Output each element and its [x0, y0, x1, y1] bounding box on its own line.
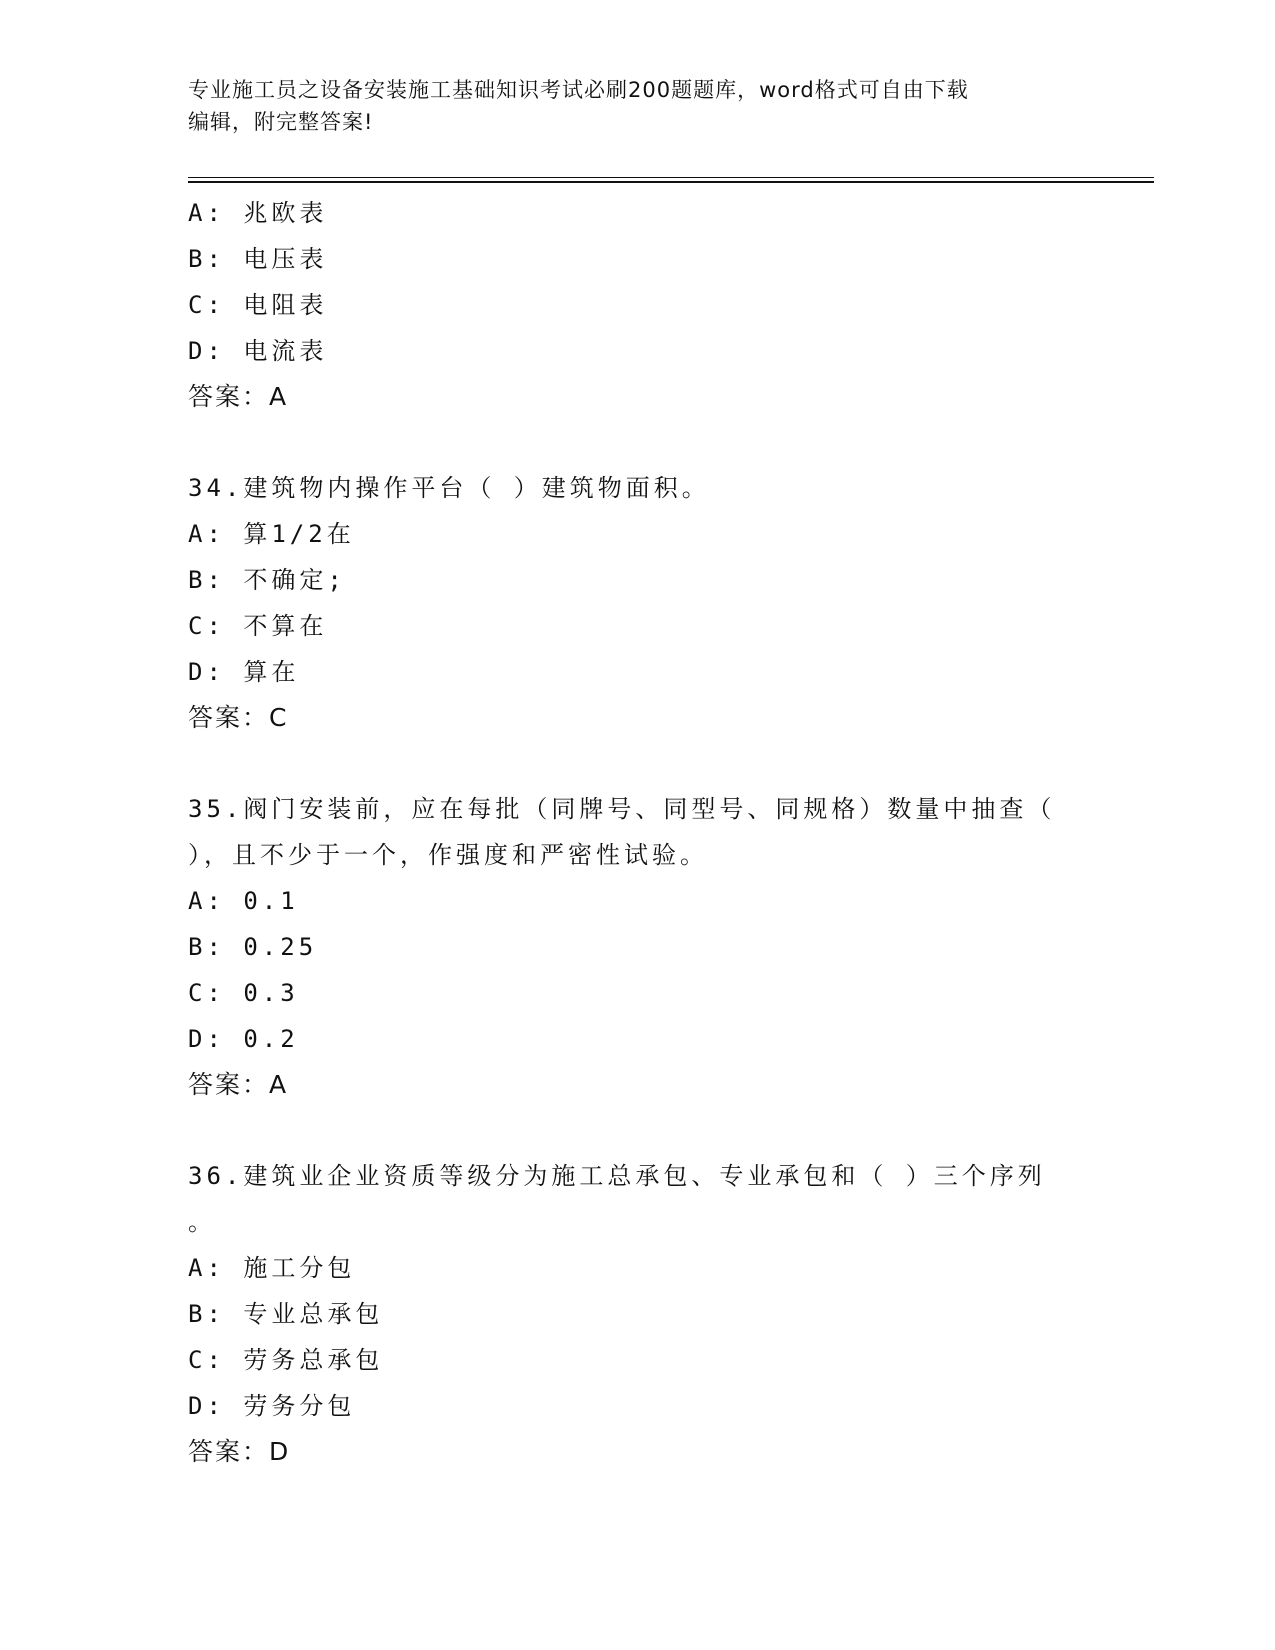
option-a: A: 0.1 — [188, 887, 299, 915]
question-stem-line-1: 35.阀门安装前，应在每批（同牌号、同型号、同规格）数量中抽查（ — [188, 795, 1056, 823]
question-35 — [188, 786, 1088, 1108]
header-line-2: 编辑，附完整答案! — [188, 110, 374, 134]
question-33 — [188, 190, 1088, 420]
option-a: A: 施工分包 — [188, 1254, 356, 1282]
option-d: D: 算在 — [188, 658, 300, 686]
option-c: C: 不算在 — [188, 612, 328, 640]
option-a: A: 兆欧表 — [188, 199, 328, 227]
option-d: D: 电流表 — [188, 337, 328, 365]
answer-line: 答案：C — [188, 703, 289, 732]
question-stem-line-2: ），且不少于一个，作强度和严密性试验。 — [188, 841, 708, 869]
header-line-1: 专业施工员之设备安装施工基础知识考试必刷200题题库，word格式可自由下载 — [188, 78, 969, 102]
option-b: B: 专业总承包 — [188, 1300, 384, 1328]
option-b: B: 0.25 — [188, 933, 318, 961]
question-34 — [188, 465, 1088, 741]
answer-line: 答案：A — [188, 1070, 289, 1099]
option-c: C: 电阻表 — [188, 291, 328, 319]
option-c: C: 劳务总承包 — [188, 1346, 384, 1374]
question-stem: 34.建筑物内操作平台（ ）建筑物面积。 — [188, 474, 710, 502]
document-header — [188, 74, 1068, 138]
option-d: D: 0.2 — [188, 1025, 299, 1053]
header-divider-thick — [188, 181, 1154, 183]
question-stem-line-1: 36.建筑业企业资质等级分为施工总承包、专业承包和（ ）三个序列 — [188, 1162, 1046, 1190]
option-a: A: 算1/2在 — [188, 520, 355, 548]
answer-line: 答案：D — [188, 1437, 291, 1466]
option-b: B: 电压表 — [188, 245, 328, 273]
answer-line: 答案：A — [188, 382, 289, 411]
option-b: B: 不确定; — [188, 566, 346, 594]
question-stem-line-2: 。 — [188, 1208, 216, 1236]
option-d: D: 劳务分包 — [188, 1392, 356, 1420]
question-list — [188, 190, 1088, 1475]
question-36 — [188, 1153, 1088, 1475]
header-divider-thin — [188, 177, 1154, 178]
option-c: C: 0.3 — [188, 979, 299, 1007]
